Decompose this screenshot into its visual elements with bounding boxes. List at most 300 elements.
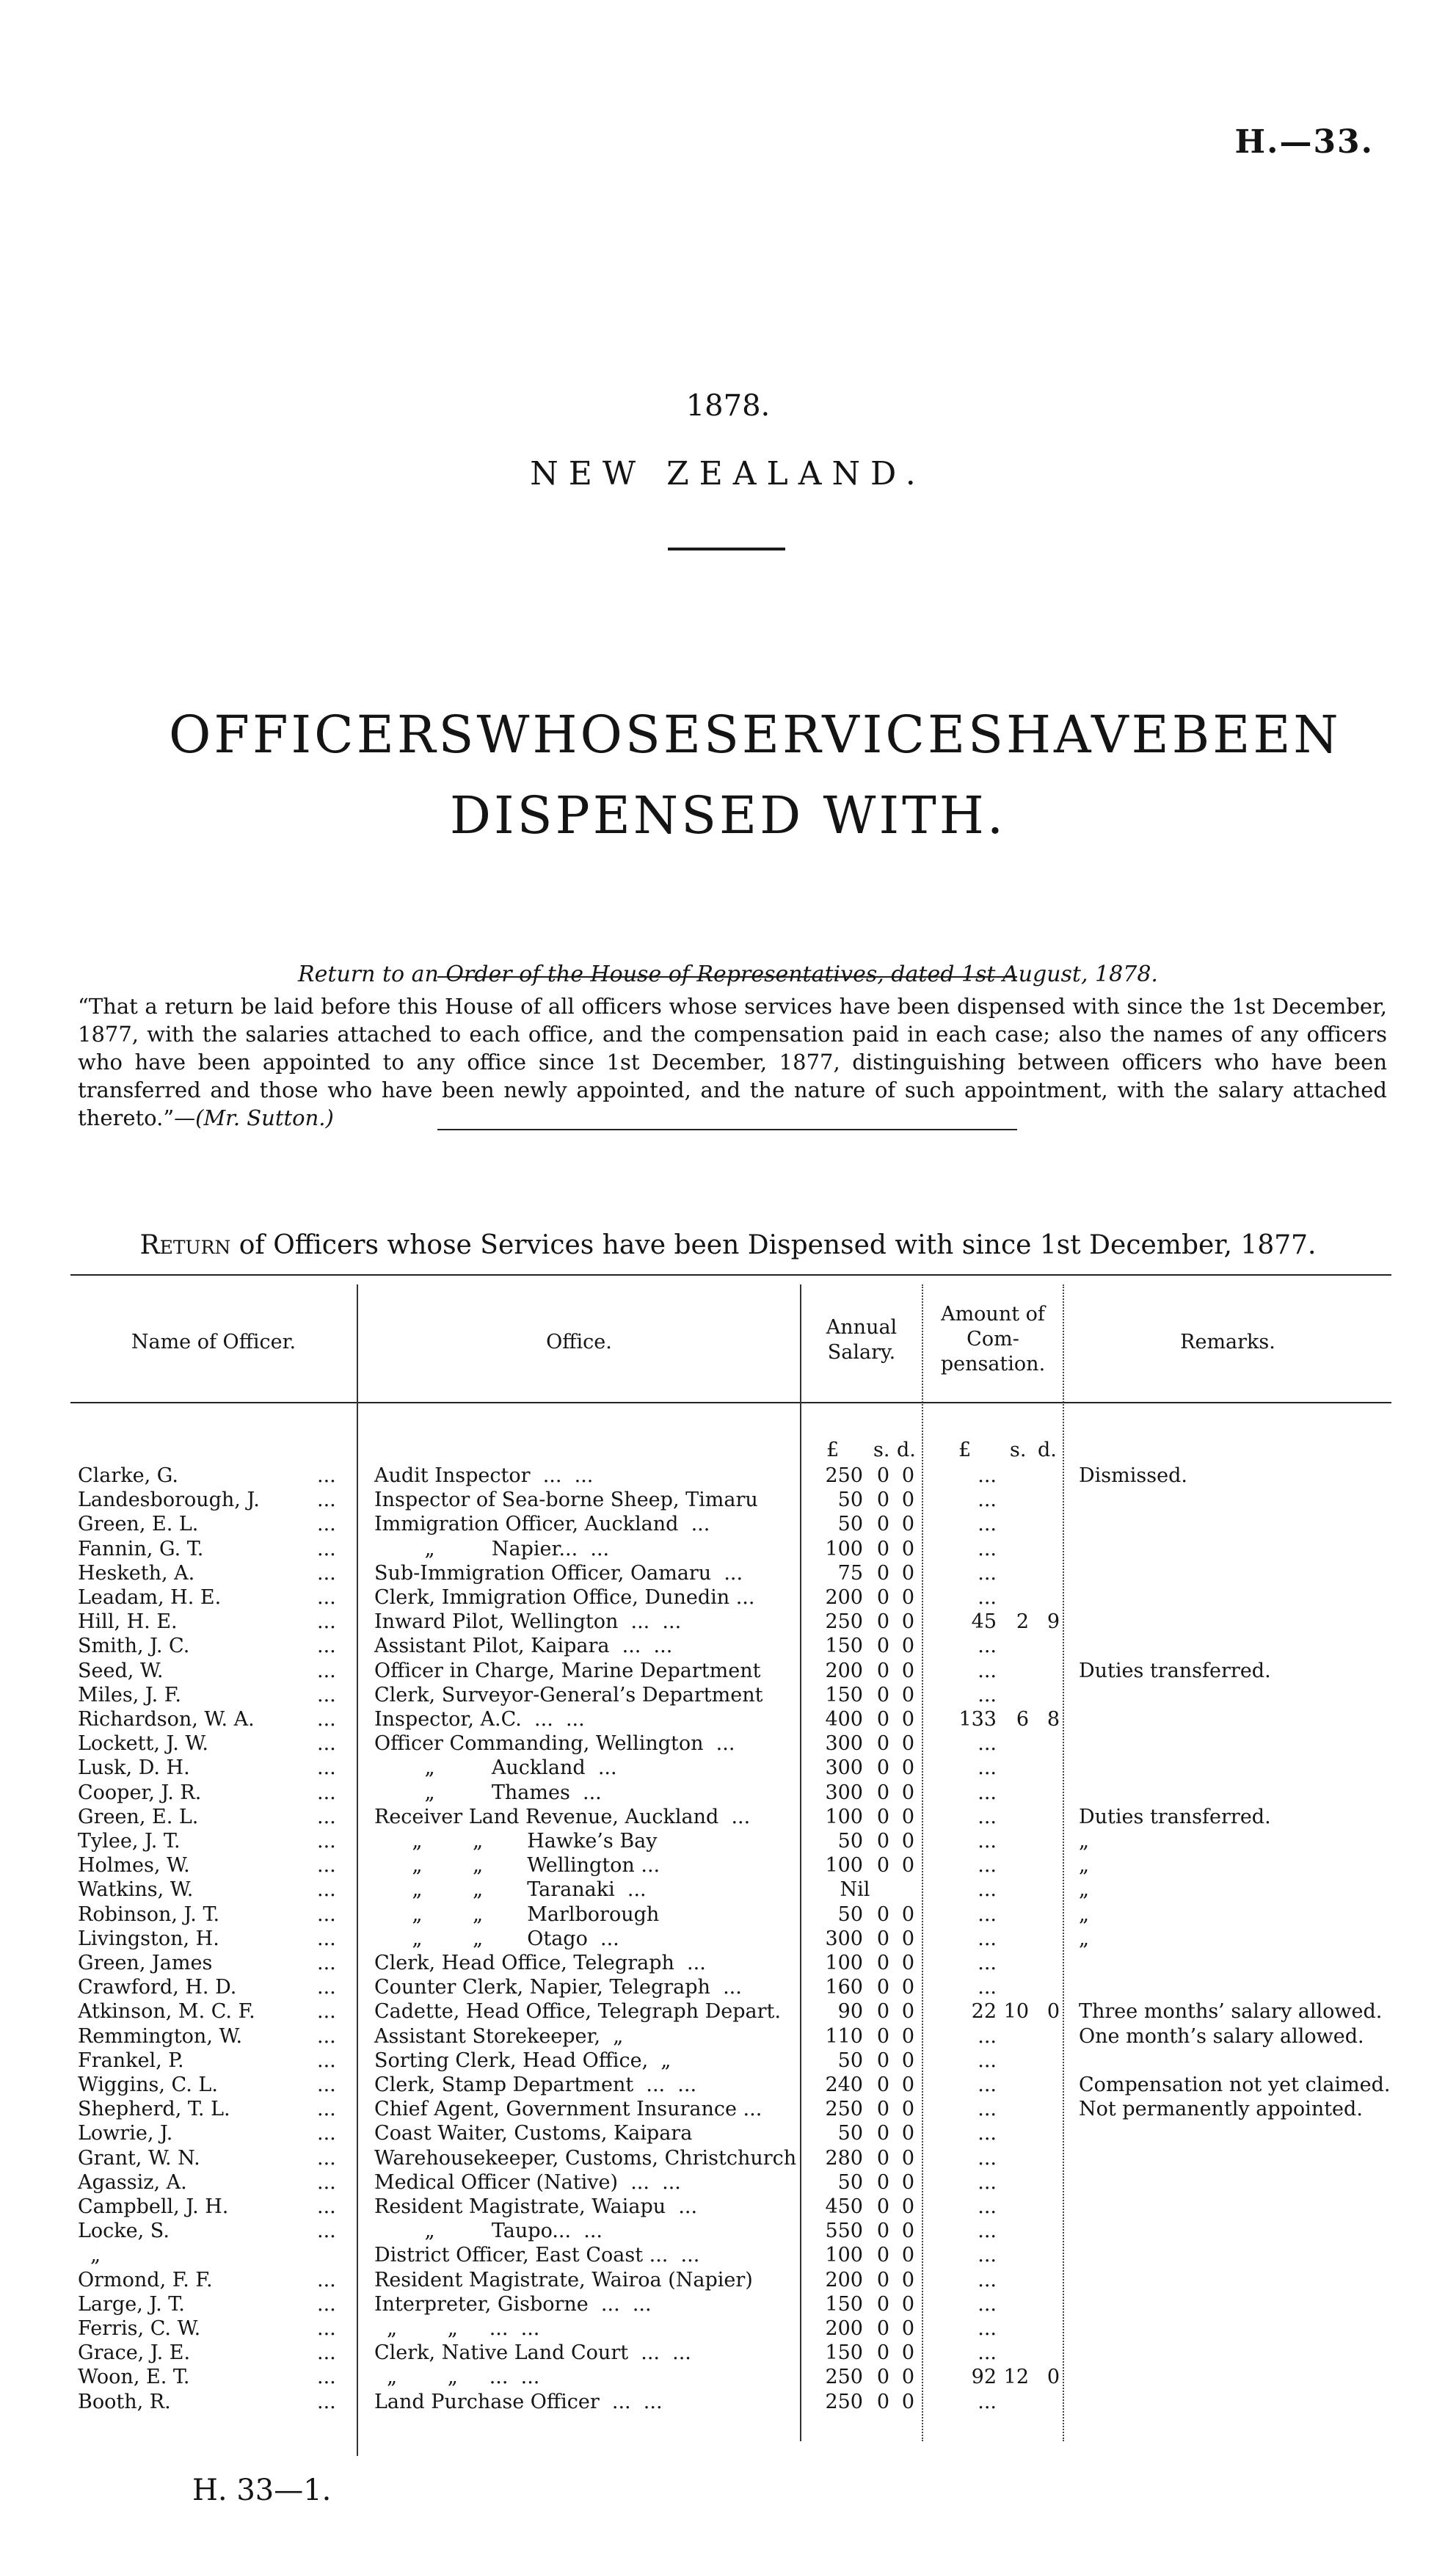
table-row [0,2073,1456,2097]
office-title: Coast Waiter, Customs, Kaipara [374,2122,693,2145]
office-title: „ „ Marlborough [374,1902,660,1926]
compensation-pounds: ... [978,2170,997,2194]
table-top-rule [70,1274,1391,1276]
salary-pounds: 50 [837,2122,863,2145]
salary-pence: 0 [901,2195,914,2218]
compensation-pounds: ... [978,2098,997,2121]
officer-name: Livingston, H. [78,1927,219,1950]
leader-dots: ... [317,1513,336,1536]
salary-pence: 0 [901,1610,914,1634]
compensation-shillings: 10 [1003,2000,1029,2024]
leader-dots: ... [317,2000,336,2024]
compensation-pounds: ... [978,2268,997,2291]
officer-name: Lowrie, J. [78,2122,173,2145]
table-row [0,2121,1456,2145]
office-title: „ Napier... ... [374,1537,610,1560]
officer-name: Ferris, C. W. [78,2317,201,2340]
table-row [0,1951,1456,1975]
leader-dots: ... [317,2317,336,2340]
salary-shillings: 0 [876,2170,889,2194]
leader-dots: ... [317,1683,336,1707]
order-quote-author: (Mr. Sutton.) [195,1105,334,1130]
compensation-pounds: ... [978,1878,997,1902]
office-title: District Officer, East Coast ... ... [374,2244,700,2267]
salary-shillings: 0 [876,2024,889,2048]
compensation-pounds: 22 [971,2000,997,2024]
salary-pounds: 75 [837,1561,863,1585]
salary-pounds: 200 [825,2317,863,2340]
compensation-shillings: 6 [1016,1708,1029,1731]
compensation-shillings: 12 [1003,2366,1029,2389]
compensation-pounds: ... [978,1805,997,1828]
salary-pence: 0 [901,1830,914,1853]
leader-dots: ... [317,2390,336,2413]
compensation-pounds: ... [978,1561,997,1585]
compensation-pence: 8 [1046,1708,1060,1731]
salary-pounds: 240 [825,2073,863,2096]
officer-name: Agassiz, A. [78,2170,187,2194]
table-row [0,1781,1456,1805]
compensation-pounds: ... [978,1902,997,1926]
office-title: „ Taupo... ... [374,2220,603,2243]
remarks-cell: One month’s salary allowed. [1079,2024,1364,2048]
salary-pence: 0 [901,1732,914,1756]
unit-pence: d. [1038,1439,1057,1461]
table-row [0,1902,1456,1927]
salary-pounds: 300 [825,1781,863,1804]
officer-name: Lusk, D. H. [78,1756,190,1780]
compensation-pence: 0 [1046,2366,1060,2389]
office-title: Immigration Officer, Auckland ... [374,1513,710,1536]
compensation-pounds: ... [978,1976,997,1999]
salary-pounds: 110 [825,2024,863,2048]
leader-dots: ... [317,1756,336,1780]
table-row [0,2243,1456,2267]
remarks-cell: „ [1079,1927,1089,1950]
office-title: Clerk, Stamp Department ... ... [374,2073,697,2096]
salary-pence: 0 [901,1976,914,1999]
salary-pounds: Nil [840,1878,870,1902]
salary-shillings: 0 [876,1830,889,1853]
salary-pence: 0 [901,1464,914,1487]
salary-pence: 0 [901,2292,914,2316]
officer-name: Green, E. L. [78,1805,199,1828]
salary-pence: 0 [901,1586,914,1609]
compensation-pounds: ... [978,2244,997,2267]
salary-shillings: 0 [876,2292,889,2316]
leader-dots: ... [317,1781,336,1804]
salary-pence: 0 [901,2146,914,2170]
officer-name: „ [78,2244,101,2267]
compensation-pounds: ... [978,1489,997,1512]
office-title: „ „ Hawke’s Bay [374,1830,658,1853]
salary-pounds: 250 [825,1464,863,1487]
compensation-pence: 0 [1046,2000,1060,2024]
salary-shillings: 0 [876,1708,889,1731]
salary-pence: 0 [901,2244,914,2267]
salary-shillings: 0 [876,1927,889,1950]
compensation-pounds: ... [978,1659,997,1682]
table-row [0,1683,1456,1707]
table-row [0,1585,1456,1610]
salary-shillings: 0 [876,1513,889,1536]
leader-dots: ... [317,2268,336,2291]
leader-dots: ... [317,1537,336,1560]
salary-pence: 0 [901,2317,914,2340]
compensation-pounds: ... [978,1537,997,1560]
office-title: Warehousekeeper, Customs, Christchurch [374,2146,797,2170]
officer-name: Robinson, J. T. [78,1902,220,1926]
table-caption [0,1230,1456,1260]
salary-pence: 0 [901,1708,914,1731]
salary-shillings: 0 [876,2049,889,2072]
leader-dots: ... [317,2122,336,2145]
salary-shillings: 0 [876,1805,889,1828]
salary-shillings: 0 [876,2073,889,2096]
office-title: Receiver Land Revenue, Auckland ... [374,1805,751,1828]
office-title: Assistant Pilot, Kaipara ... ... [374,1635,673,1658]
salary-shillings: 0 [876,1635,889,1658]
office-title: Officer Commanding, Wellington ... [374,1732,735,1756]
officer-name: Shepherd, T. L. [78,2098,230,2121]
salary-pounds: 250 [825,2366,863,2389]
table-row [0,1853,1456,1878]
remarks-cell: „ [1079,1854,1089,1878]
salary-pounds: 200 [825,2268,863,2291]
remarks-cell: Compensation not yet claimed. [1079,2073,1391,2096]
salary-pounds: 200 [825,1586,863,1609]
page-reference: H.—33. [1234,123,1374,161]
table-row [0,2390,1456,2414]
document-country: NEW ZEALAND. [530,455,926,493]
office-title: „ „ ... ... [374,2366,540,2389]
unit-shilling: s. [873,1439,890,1461]
table-row [0,2365,1456,2389]
office-title: Chief Agent, Government Insurance ... [374,2098,762,2121]
salary-pence: 0 [901,1635,914,1658]
leader-dots: ... [317,1561,336,1585]
table-row [0,2292,1456,2316]
compensation-shillings: 2 [1016,1610,1029,1634]
salary-pounds: 100 [825,1854,863,1878]
table-row [0,1537,1456,1561]
salary-shillings: 0 [876,1952,889,1974]
compensation-pounds: ... [978,1781,997,1804]
leader-dots: ... [317,1830,336,1853]
office-title: Resident Magistrate, Wairoa (Napier) [374,2268,753,2291]
salary-shillings: 0 [876,2098,889,2121]
salary-pounds: 150 [825,2292,863,2316]
title-word: SERVICES [703,705,1007,765]
compensation-pounds: ... [978,2341,997,2365]
salary-shillings: 0 [876,1976,889,1999]
compensation-pounds: ... [978,2146,997,2170]
officer-name: Green, James [78,1952,213,1974]
compensation-pounds: 45 [971,1610,997,1634]
leader-dots: ... [317,2073,336,2096]
table-row [0,2219,1456,2243]
title-word: BEEN [1171,705,1342,765]
salary-pounds: 550 [825,2220,863,2243]
officer-name: Woon, E. T. [78,2366,190,2389]
leader-dots: ... [317,2195,336,2218]
leader-dots: ... [317,1927,336,1950]
officer-name: Smith, J. C. [78,1635,190,1658]
salary-pounds: 250 [825,2390,863,2413]
salary-shillings: 0 [876,2341,889,2365]
compensation-pounds: ... [978,2049,997,2072]
salary-pence: 0 [901,2024,914,2048]
header-line: Com- [967,1328,1019,1351]
table-row [0,1975,1456,1999]
leader-dots: ... [317,1805,336,1828]
salary-pence: 0 [901,1513,914,1536]
compensation-pounds: ... [978,1683,997,1707]
office-title: Interpreter, Gisborne ... ... [374,2292,652,2316]
remarks-cell: Duties transferred. [1079,1659,1271,1682]
office-title: Assistant Storekeeper, „ [374,2024,624,2048]
footer-reference: H. 33—1. [192,2474,332,2507]
leader-dots: ... [317,2220,336,2243]
salary-pounds: 100 [825,1805,863,1828]
salary-pence: 0 [901,1489,914,1512]
officer-name: Seed, W. [78,1659,164,1682]
leader-dots: ... [317,1659,336,1682]
salary-pounds: 50 [837,1830,863,1853]
order-bottom-rule [437,1129,1017,1130]
remarks-cell: Three months’ salary allowed. [1079,2000,1383,2024]
officer-name: Miles, J. F. [78,1683,181,1707]
office-title: Clerk, Immigration Office, Dunedin ... [374,1586,755,1609]
return-order-line: Return to an Order of the House of Representatives, dated 1st August, 1878. [298,962,1158,987]
table-row [0,1512,1456,1536]
salary-shillings: 0 [876,1537,889,1560]
table-row [0,2195,1456,2219]
compensation-pounds: ... [978,2073,997,2096]
table-row [0,1878,1456,1902]
salary-pounds: 50 [837,2170,863,2194]
salary-pence: 0 [901,1781,914,1804]
officer-name: Landesborough, J. [78,1489,260,1512]
compensation-pounds: 133 [958,1708,997,1731]
salary-shillings: 0 [876,2122,889,2145]
header-name-of-officer: Name of Officer. [131,1331,296,1353]
header-annual-salary [801,1315,922,1365]
officer-name: Cooper, J. R. [78,1781,202,1804]
office-title: Inward Pilot, Wellington ... ... [374,1610,682,1634]
office-title: „ „ Wellington ... [374,1854,660,1878]
header-compensation [923,1302,1063,1377]
compensation-pounds: ... [978,1732,997,1756]
salary-pence: 0 [901,2366,914,2389]
officer-name: Grant, W. N. [78,2146,200,2170]
office-title: Inspector of Sea-borne Sheep, Timaru [374,1489,758,1512]
salary-pence: 0 [901,2000,914,2024]
salary-pounds: 300 [825,1927,863,1950]
office-title: Counter Clerk, Napier, Telegraph ... [374,1976,742,1999]
officer-name: Leadam, H. E. [78,1586,222,1609]
salary-shillings: 0 [876,2366,889,2389]
salary-pence: 0 [901,1805,914,1828]
header-line: Salary. [827,1341,896,1364]
salary-pence: 0 [901,2122,914,2145]
salary-shillings: 0 [876,2317,889,2340]
salary-pence: 0 [901,1756,914,1780]
compensation-pounds: ... [978,2024,997,2048]
salary-shillings: 0 [876,1732,889,1756]
salary-shillings: 0 [876,2268,889,2291]
salary-shillings: 0 [876,1586,889,1609]
compensation-pounds: ... [978,2390,997,2413]
officer-name: Watkins, W. [78,1878,194,1902]
salary-shillings: 0 [876,1756,889,1780]
salary-shillings: 0 [876,2146,889,2170]
office-title: Inspector, A.C. ... ... [374,1708,585,1731]
salary-pounds: 400 [825,1708,863,1731]
salary-pence: 0 [901,2049,914,2072]
salary-pounds: 50 [837,1902,863,1926]
order-quote-text: “That a return be laid before this House of all officers whose services have been dispensed with since the 1st December, 1877, with the salaries attached to each office, and the compensation paid in each case; also the names of any officers who have been appointed to any office since 1st December, 1877, distinguishing between officers who have been transferred and those who have been newly appointed, and the nature of such appointment, with the salary attached thereto.”— [78,994,1387,1130]
header-remarks: Remarks. [1180,1331,1275,1353]
salary-pence: 0 [901,1902,914,1926]
officer-name: Frankel, P. [78,2049,184,2072]
leader-dots: ... [317,2170,336,2194]
unit-shilling: s. [1010,1439,1027,1461]
leader-dots: ... [317,2341,336,2365]
office-title: Clerk, Surveyor-General’s Department [374,1683,763,1707]
table-row [0,1756,1456,1780]
table-header-rule [70,1402,1391,1403]
unit-pound: £ [826,1439,840,1461]
salary-pounds: 100 [825,1952,863,1974]
salary-shillings: 0 [876,2195,889,2218]
salary-pounds: 150 [825,1683,863,1707]
salary-pence: 0 [901,2098,914,2121]
table-row [0,2097,1456,2121]
salary-pounds: 150 [825,2341,863,2365]
remarks-cell: Not permanently appointed. [1079,2098,1363,2121]
office-title: Sub-Immigration Officer, Oamaru ... [374,1561,743,1585]
salary-pounds: 100 [825,1537,863,1560]
salary-pence: 0 [901,1561,914,1585]
salary-pence: 0 [901,2170,914,2194]
salary-shillings: 0 [876,1683,889,1707]
table-row [0,1731,1456,1756]
remarks-cell: „ [1079,1830,1089,1853]
compensation-pounds: ... [978,2195,997,2218]
salary-pounds: 90 [837,2000,863,2024]
salary-pence: 0 [901,1659,914,1682]
salary-pence: 0 [901,2073,914,2096]
table-row [0,2146,1456,2170]
officer-name: Booth, R. [78,2390,171,2413]
officer-name: Fannin, G. T. [78,1537,204,1560]
leader-dots: ... [317,1708,336,1731]
table-row [0,1829,1456,1853]
leader-dots: ... [317,1976,336,1999]
document-title-line-1 [169,705,1342,765]
leader-dots: ... [317,1464,336,1487]
officer-name: Ormond, F. F. [78,2268,213,2291]
unit-pence: d. [897,1439,916,1461]
header-line: Annual [826,1316,898,1339]
salary-shillings: 0 [876,1659,889,1682]
compensation-pounds: ... [978,1586,997,1609]
title-word: HAVE [1006,705,1172,765]
office-title: Audit Inspector ... ... [374,1464,594,1487]
salary-pounds: 100 [825,2244,863,2267]
table-row [0,2316,1456,2341]
salary-pounds: 250 [825,2098,863,2121]
salary-pounds: 250 [825,1610,863,1634]
salary-shillings: 0 [876,1902,889,1926]
office-title: Clerk, Native Land Court ... ... [374,2341,691,2365]
salary-pence: 0 [901,1683,914,1707]
salary-shillings: 0 [876,1854,889,1878]
table-caption-text: of Officers whose Services have been Dispensed with since 1st December, 1877. [230,1230,1317,1260]
salary-shillings: 0 [876,2000,889,2024]
remarks-cell: „ [1079,1878,1089,1902]
salary-shillings: 0 [876,1610,889,1634]
compensation-pounds: ... [978,1854,997,1878]
table-row [0,1805,1456,1829]
table-row [0,1634,1456,1658]
salary-shillings: 0 [876,2244,889,2267]
salary-pounds: 300 [825,1756,863,1780]
officer-name: Remmington, W. [78,2024,243,2048]
title-divider [668,548,785,550]
officer-name: Richardson, W. A. [78,1708,255,1731]
table-row [0,1659,1456,1683]
officer-name: Green, E. L. [78,1513,199,1536]
salary-pounds: 50 [837,1489,863,1512]
office-title: Resident Magistrate, Waiapu ... [374,2195,698,2218]
table-row [0,1707,1456,1731]
leader-dots: ... [317,2098,336,2121]
table-caption-lead: Return [139,1230,231,1260]
salary-pence: 0 [901,2268,914,2291]
table-row [0,1488,1456,1512]
compensation-pounds: ... [978,1756,997,1780]
salary-pounds: 160 [825,1976,863,1999]
table-row [0,1927,1456,1951]
officer-name: Lockett, J. W. [78,1732,209,1756]
compensation-pounds: 92 [971,2366,997,2389]
leader-dots: ... [317,1489,336,1512]
remarks-cell: Dismissed. [1079,1464,1187,1487]
office-title: Sorting Clerk, Head Office, „ [374,2049,671,2072]
office-title: „ „ ... ... [374,2317,540,2340]
officer-name: Hesketh, A. [78,1561,195,1585]
table-row [0,2024,1456,2049]
header-line: Amount of [941,1303,1045,1326]
table-row [0,2170,1456,2195]
salary-shillings: 0 [876,1489,889,1512]
office-title: „ Thames ... [374,1781,602,1804]
office-title: Cadette, Head Office, Telegraph Depart. [374,2000,781,2024]
officer-name: Tylee, J. T. [78,1830,181,1853]
table-row [0,2049,1456,2073]
remarks-cell: „ [1079,1902,1089,1926]
salary-pence: 0 [901,1927,914,1950]
compensation-pounds: ... [978,1952,997,1974]
salary-pounds: 50 [837,1513,863,1536]
salary-shillings: 0 [876,2220,889,2243]
officer-name: Clarke, G. [78,1464,178,1487]
header-office: Office. [546,1331,612,1353]
salary-shillings: 0 [876,1561,889,1585]
compensation-pounds: ... [978,2317,997,2340]
